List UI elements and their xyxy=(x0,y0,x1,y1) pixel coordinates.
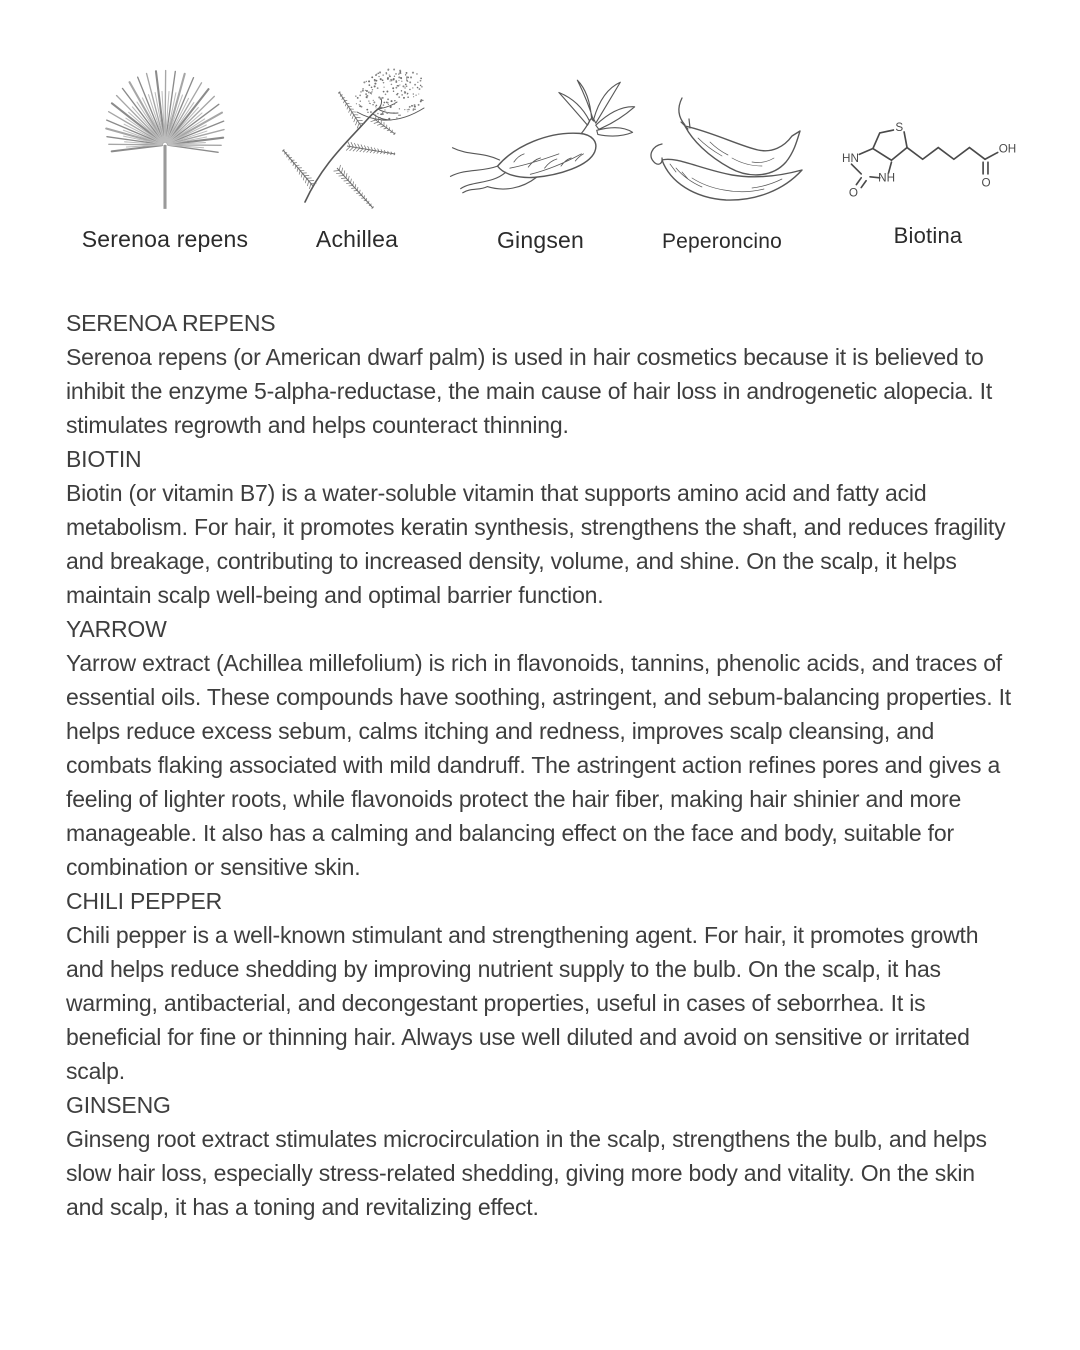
illustration-row xyxy=(0,0,1080,280)
section-heading: YARROW xyxy=(66,616,167,642)
atom-label-nh: NH xyxy=(877,171,895,185)
section-body: Chili pepper is a well-known stimulant and strengthening agent. For hair, it promotes growth and helps reduce shedding by improving nutrient supply to the bulb. On the scalp, it has warming, antibacterial, and decongestant properties, useful in cases of seborrhea. It is beneficial for fine or thinning hair. Always use well diluted and avoid on sensitive or irritated scalp. xyxy=(66,922,979,1084)
illustration-peperoncino xyxy=(632,86,812,254)
ingredient-descriptions xyxy=(66,306,1018,1224)
section-serenoa-repens xyxy=(66,306,1018,442)
chili-peppers-icon xyxy=(632,86,812,216)
section-body: Biotin (or vitamin B7) is a water-soluble vitamin that supports amino acid and fatty acid metabolism. For hair, it promotes keratin synthesis, strengthens the shaft, and reduces fragility and breakage, contributing to increased density, volume, and shine. On the scalp, it helps maintain scalp well-being and optimal barrier function. xyxy=(66,480,1006,608)
flower-stipple xyxy=(355,69,424,120)
fern-leaf xyxy=(338,92,364,128)
illustration-gingsen xyxy=(438,72,643,254)
section-ginseng xyxy=(66,1088,1018,1224)
atom-label-o-acid: O xyxy=(980,176,991,190)
biotin-structure-icon xyxy=(831,92,1026,209)
atom-label-oh: OH xyxy=(998,142,1016,156)
illustration-label: Serenoa repens xyxy=(81,226,249,252)
illustration-label: Gingsen xyxy=(496,227,585,253)
atom-label-s: S xyxy=(894,121,903,134)
section-heading: CHILI PEPPER xyxy=(66,888,223,914)
illustration-biotina xyxy=(828,92,1028,249)
palm-blades xyxy=(106,71,224,153)
atom-label-o-ring: O xyxy=(848,186,858,200)
ginseng-root-icon xyxy=(438,72,643,205)
illustration-serenoa-repens xyxy=(75,54,255,253)
palm-leaf-icon xyxy=(90,54,240,214)
section-heading: GINSENG xyxy=(66,1092,171,1118)
section-body: Yarrow extract (Achillea millefolium) is rich in flavonoids, tannins, phenolic acids, and traces of essential oils. These compounds have soothing, astringent, and sebum-balancing properties. It helps reduce excess sebum, calms itching and redness, improves scalp cleansing, and combats flaking associated with mild dandruff. The astringent action refines pores and gives a feeling of lighter roots, while flavonoids protect the hair fiber, making hair shinier and more manageable. It also has a calming and balancing effect on the face and body, suitable for combination or sensitive skin. xyxy=(66,650,1011,880)
section-biotin xyxy=(66,442,1018,612)
section-body: Ginseng root extract stimulates microcirculation in the scalp, strengthens the bulb, and helps slow hair loss, especially stress-related shedding, giving more body and vitality. On the skin and scalp, it has a toning and revitalizing effect. xyxy=(66,1126,987,1220)
fern-leaf xyxy=(346,141,395,155)
illustration-label: Achillea xyxy=(315,226,399,252)
illustration-label: Peperoncino xyxy=(661,230,783,253)
section-yarrow xyxy=(66,612,1018,884)
yarrow-icon xyxy=(277,50,437,210)
section-chili-pepper xyxy=(66,884,1018,1088)
section-body: Serenoa repens (or American dwarf palm) is used in hair cosmetics because it is believed to inhibit the enzyme 5-alpha-reductase, the main cause of hair loss in androgenetic alopecia. It stimulates regrowth and helps counteract thinning. xyxy=(66,344,993,438)
fern-leaf xyxy=(371,115,395,135)
illustration-achillea xyxy=(272,50,442,253)
section-heading: BIOTIN xyxy=(66,446,142,472)
fern-leaf xyxy=(334,165,374,208)
fern-leaf xyxy=(283,150,317,189)
illustration-label: Biotina xyxy=(893,223,963,248)
section-heading: SERENOA REPENS xyxy=(66,310,276,336)
atom-label-hn: HN xyxy=(841,152,859,166)
